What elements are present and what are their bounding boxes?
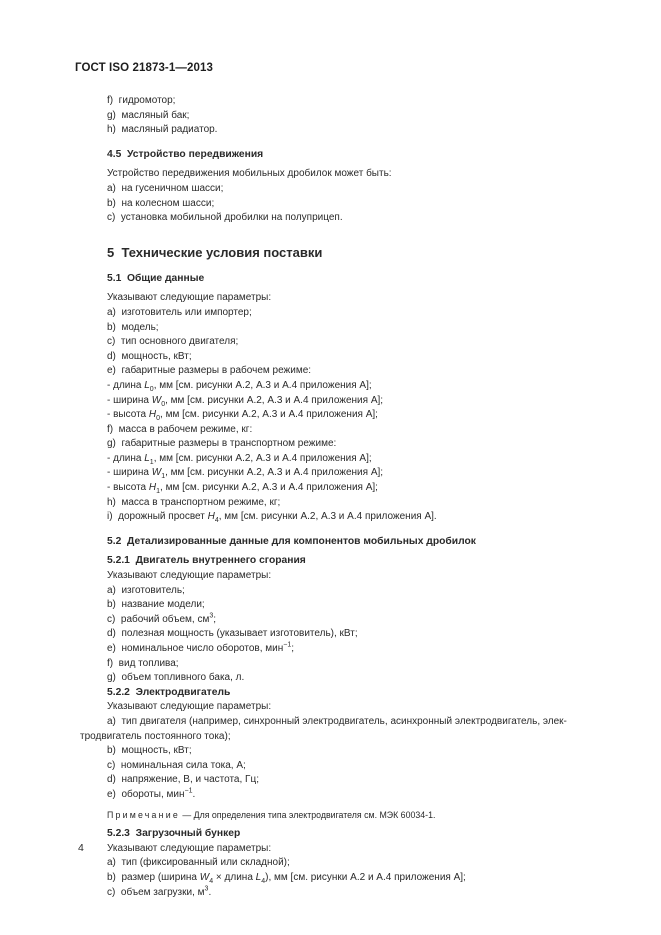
text-line: h) масляный радиатор. [107, 124, 218, 136]
text-line: c) номинальная сила тока, А; [107, 759, 246, 771]
text-line: a) изготовитель; [107, 584, 185, 596]
subsection-heading: 5.2.1 Двигатель внутреннего сгорания [107, 555, 306, 567]
subsection-heading: 4.5 Устройство передвижения [107, 148, 264, 160]
text-line: e) габаритные размеры в рабочем режиме: [107, 365, 312, 377]
text-line: Указывают следующие параметры: [107, 292, 272, 304]
text-line: f) гидромотор; [107, 95, 176, 106]
subsection-heading: 5.2.3 Загрузочный бункер [107, 828, 241, 840]
note-label: Примечание [107, 809, 180, 820]
text-line: a) изготовитель или импортер; [107, 306, 252, 318]
text-line: Указывают следующие параметры: [107, 842, 272, 854]
text-line: g) масляный бак; [107, 109, 190, 121]
text-line: h) масса в транспортном режиме, кг; [107, 496, 281, 508]
text-line: b) на колесном шасси; [107, 197, 215, 209]
text-line: f) масса в рабочем режиме, кг: [107, 423, 253, 435]
text-line: - длина $L_0$, мм [см. рисунки А.2, А.3 и А.4 приложения А]; [107, 379, 372, 393]
text-line: e) номинальное число оборотов, мин$^{-1}$; [107, 641, 295, 654]
subsection-heading: 5.1 Общие данные [107, 272, 205, 284]
list-item [80, 715, 600, 744]
subsection-heading: 5.2.2 Электродвигатель [107, 686, 231, 698]
text-line: Указывают следующие параметры: [107, 570, 272, 582]
text-line: b) размер (ширина $W_4$ × длина $L_4$), мм [см. рисунки А.2 и А.4 приложения А]; [107, 871, 466, 885]
text-line: b) мощность, кВт; [107, 745, 192, 757]
text-line: - ширина $W_1$, мм [см. рисунки А.2, А.3 и А.4 приложения А]; [107, 467, 384, 481]
page-number: 4 [78, 842, 84, 854]
text-line: e) обороты, мин$^{-1}$. [107, 787, 196, 800]
text-line: i) дорожный просвет $H_4$, мм [см. рисунки А.2, А.3 и А.4 приложения А]. [107, 511, 437, 525]
text-line: b) модель; [107, 321, 159, 333]
text-line: d) мощность, кВт; [107, 350, 192, 362]
text-line: g) объем топливного бака, л. [107, 672, 245, 684]
text-line: Указывают следующие параметры: [107, 701, 272, 713]
subsection-heading: 5.2 Детализированные данные для компонентов мобильных дробилок [107, 535, 476, 547]
text-line: d) полезная мощность (указывает изготовитель), кВт; [107, 628, 358, 640]
text-line: d) напряжение, В, и частота, Гц; [107, 774, 259, 786]
text-line: c) тип основного двигателя; [107, 336, 239, 348]
spacer [80, 226, 600, 244]
text-line: a) тип (фиксированный или складной); [107, 857, 290, 869]
text-line: f) вид топлива; [107, 657, 179, 669]
note-text: — Для определения типа электродвигателя см. МЭК 60034-1. [179, 809, 436, 820]
text-line: g) габаритные размеры в транспортном режиме: [107, 438, 337, 450]
text-line: - длина $L_1$, мм [см. рисунки А.2, А.3 и А.4 приложения А]; [107, 452, 372, 466]
list-item-line: a) тип двигателя (например, синхронный электродвигатель, асинхронный электродвигатель, элек- [107, 715, 567, 727]
document-body [80, 94, 600, 900]
text-line: Устройство передвижения мобильных дробилок может быть: [107, 168, 392, 180]
text-line: c) установка мобильной дробилки на полуприцеп. [107, 212, 343, 224]
text-line: a) на гусеничном шасси; [107, 182, 224, 194]
text-line: c) рабочий объем, $см^3$; [107, 612, 217, 625]
text-line: - высота $H_1$, мм [см. рисунки А.2, А.3 и А.4 приложения А]; [107, 482, 378, 496]
note [107, 808, 600, 823]
spacer [80, 525, 600, 535]
standard-code-header: ГОСТ ISO 21873-1—2013 [75, 62, 213, 74]
text-line: - ширина $W_0$, мм [см. рисунки А.2, А.3 и А.4 приложения А]; [107, 394, 384, 408]
text-line: c) объем загрузки, $м^3$. [107, 885, 212, 898]
text-line: b) название модели; [107, 599, 205, 611]
section-heading: 5 Технические условия поставки [107, 244, 323, 260]
spacer [80, 262, 600, 272]
spacer [80, 138, 600, 148]
text-line: - высота $H_0$, мм [см. рисунки А.2, А.3 и А.4 приложения А]; [107, 409, 378, 423]
list-item-continuation: тродвигатель постоянного тока); [80, 730, 231, 742]
